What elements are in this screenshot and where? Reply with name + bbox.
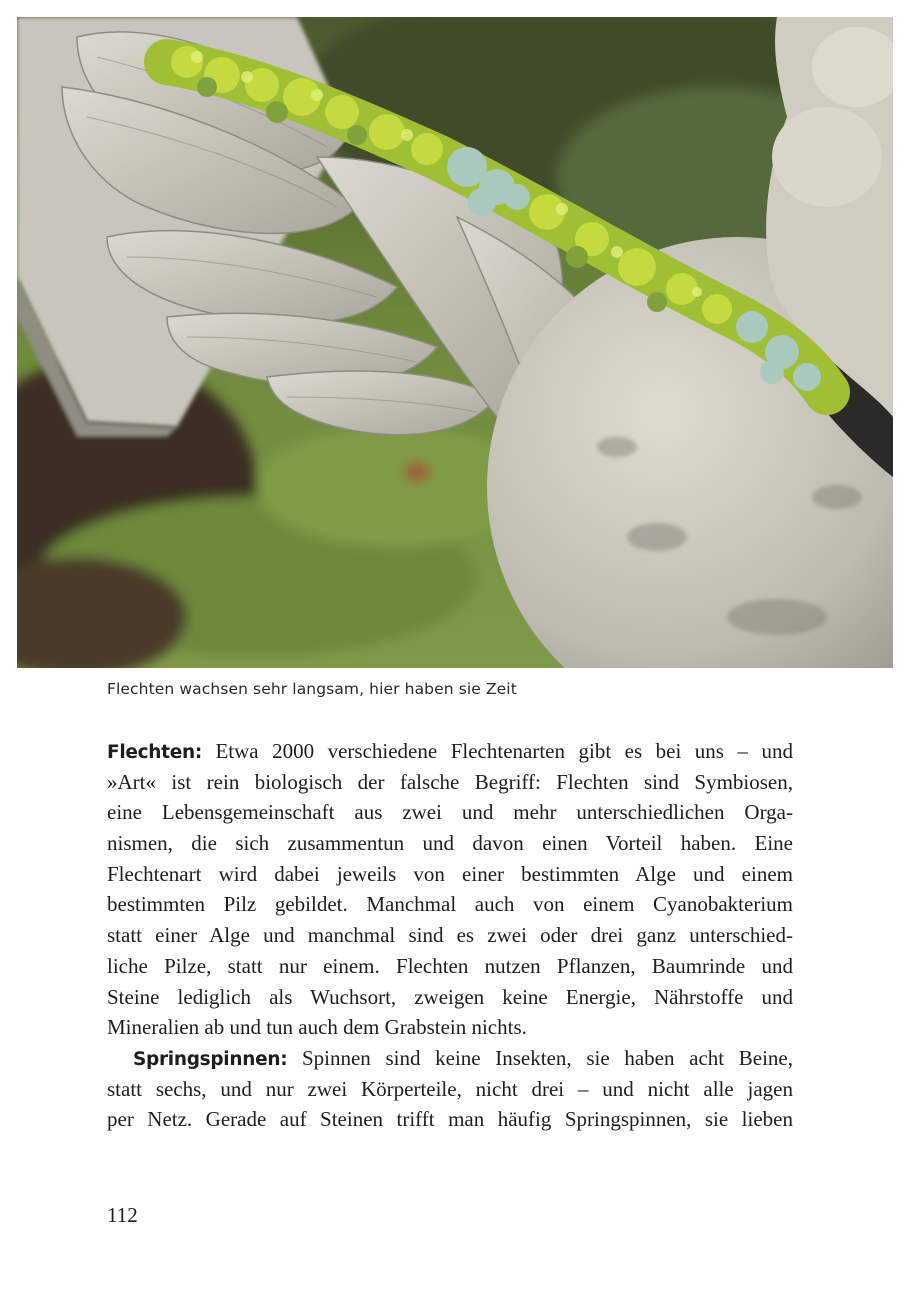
- body-text: [107, 736, 793, 1135]
- text-line: bestimmten Pilz gebildet. Manchmal auch von einem Cyanobakterium: [107, 892, 793, 917]
- lichen-photo: [17, 17, 893, 668]
- text-line: Flechtenart wird dabei jeweils von einer bestimmten Alge und einem: [107, 861, 793, 886]
- text-line: statt sechs, und nur zwei Körperteile, nicht drei – und nicht alle jagen: [107, 1076, 793, 1101]
- photo-caption: Flechten wachsen sehr langsam, hier haben sie Zeit: [107, 680, 517, 698]
- text-line: Flechten: Etwa 2000 verschiedene Flechtenarten gibt es bei uns – und: [107, 739, 793, 763]
- text-line: Springspinnen: Spinnen sind keine Insekten, sie haben acht Beine,: [133, 1045, 793, 1070]
- term-flechten: Flechten:: [107, 742, 202, 763]
- text-line: nismen, die sich zusammentun und davon einen Vorteil haben. Eine: [107, 831, 793, 856]
- text-line: per Netz. Gerade auf Steinen trifft man häufig Springspinnen, sie lieben: [107, 1107, 793, 1132]
- text-line: Steine lediglich als Wuchsort, zweigen keine Energie, Nährstoffe und: [107, 984, 793, 1009]
- page-number: 112: [107, 1203, 138, 1227]
- text-line: eine Lebensgemeinschaft aus zwei und mehr unterschiedlichen Orga-: [107, 800, 793, 825]
- text-line: »Art« ist rein biologisch der falsche Begriff: Flechten sind Symbiosen,: [107, 769, 793, 794]
- term-springspinnen: Springspinnen:: [133, 1048, 288, 1070]
- text-line: Mineralien ab und tun auch dem Grabstein nichts.: [107, 1015, 527, 1040]
- text-line: statt einer Alge und manchmal sind es zwei oder drei ganz unterschied-: [107, 923, 793, 948]
- text-line: liche Pilze, statt nur einem. Flechten nutzen Pflanzen, Baumrinde und: [107, 953, 793, 978]
- lichen-photo-illustration: [17, 17, 893, 668]
